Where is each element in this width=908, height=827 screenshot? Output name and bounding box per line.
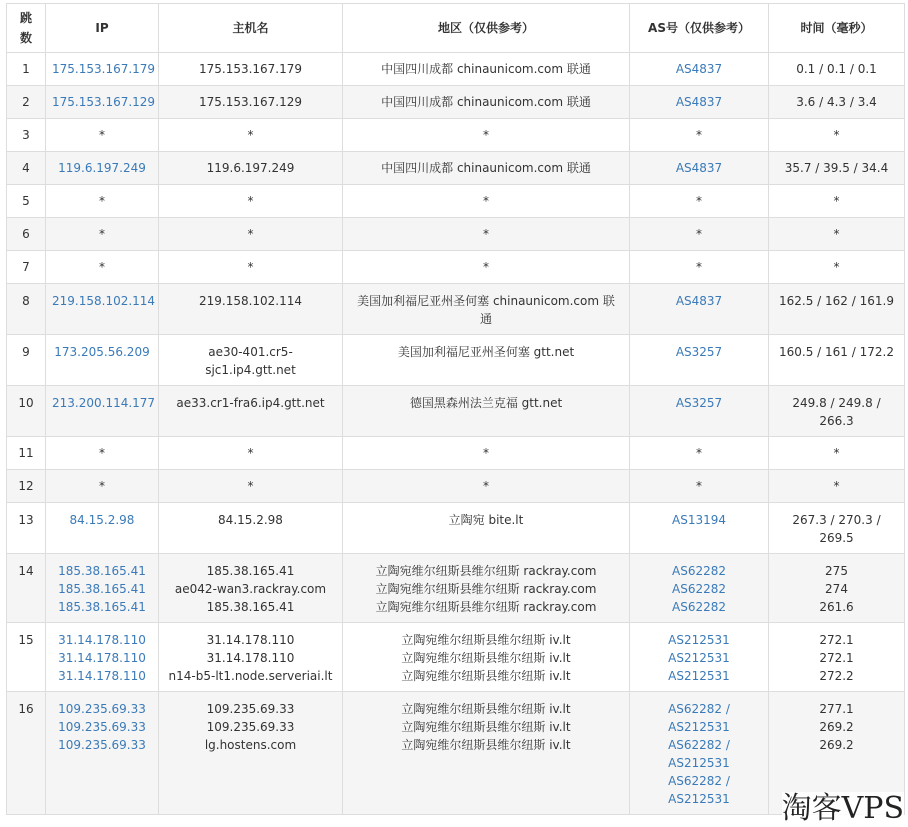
latency-cell xyxy=(769,470,905,503)
as-number-cell xyxy=(630,335,769,386)
as-number-cell xyxy=(630,53,769,86)
ip-address-cell xyxy=(46,218,159,251)
latency-text: 277.1 xyxy=(819,702,854,716)
latency-text: 275 xyxy=(825,564,848,578)
table-row xyxy=(7,53,905,86)
hostname-text: * xyxy=(247,260,254,274)
ip-address-cell xyxy=(46,554,159,623)
hostname-text: lg.hostens.com xyxy=(204,738,297,752)
hostname-text: 119.6.197.249 xyxy=(206,161,295,175)
hostname-cell xyxy=(159,554,343,623)
region-cell xyxy=(343,554,630,623)
ip-address-link[interactable]: 84.15.2.98 xyxy=(69,513,135,527)
as-number-link[interactable]: AS4837 xyxy=(675,161,723,175)
region-text: 立陶宛维尔纽斯县维尔纽斯 iv.lt xyxy=(401,633,571,647)
ip-address-text: * xyxy=(99,227,105,241)
latency-text: 0.1 / 0.1 / 0.1 xyxy=(796,62,877,76)
as-number-link[interactable]: AS4837 xyxy=(675,294,723,308)
hop-number: 3 xyxy=(7,119,46,152)
as-number-link[interactable]: AS212531 xyxy=(668,633,730,647)
hostname-text: 84.15.2.98 xyxy=(218,513,283,527)
header-ip: IP xyxy=(46,4,159,53)
latency-text: 249.8 / 249.8 / xyxy=(792,396,881,410)
table-row xyxy=(7,119,905,152)
hop-number: 10 xyxy=(7,386,46,437)
region-text: 立陶宛维尔纽斯县维尔纽斯 iv.lt xyxy=(401,651,571,665)
hostname-text: 219.158.102.114 xyxy=(198,294,303,308)
latency-text: * xyxy=(833,479,840,493)
region-cell xyxy=(343,692,630,815)
hop-number: 2 xyxy=(7,86,46,119)
latency-cell xyxy=(769,152,905,185)
region-cell xyxy=(343,386,630,437)
table-row xyxy=(7,470,905,503)
ip-address-cell xyxy=(46,503,159,554)
as-number-link[interactable]: AS62282 / xyxy=(668,738,730,752)
latency-text: 272.1 xyxy=(819,633,854,647)
as-number-link[interactable]: AS212531 xyxy=(668,756,730,770)
hostname-cell xyxy=(159,53,343,86)
as-number-link[interactable]: AS3257 xyxy=(675,345,723,359)
latency-text: 269.2 xyxy=(819,720,854,734)
hostname-text: * xyxy=(247,128,254,142)
region-cell xyxy=(343,284,630,335)
hostname-cell xyxy=(159,185,343,218)
region-cell xyxy=(343,623,630,692)
traceroute-table xyxy=(6,3,905,815)
hostname-text: * xyxy=(247,479,254,493)
ip-address-text: * xyxy=(99,194,105,208)
table-row xyxy=(7,185,905,218)
region-text: * xyxy=(483,260,489,274)
as-number-text: * xyxy=(696,128,702,142)
region-text: * xyxy=(483,479,489,493)
ip-address-link[interactable]: 175.153.167.129 xyxy=(52,95,156,109)
as-number-link[interactable]: AS212531 xyxy=(668,669,730,683)
table-row xyxy=(7,503,905,554)
region-text: * xyxy=(483,446,489,460)
ip-address-cell xyxy=(46,53,159,86)
as-number-link[interactable]: AS62282 xyxy=(672,582,726,596)
ip-address-text: * xyxy=(99,128,105,142)
latency-text: 3.6 / 4.3 / 3.4 xyxy=(796,95,877,109)
hostname-text: 185.38.165.41 xyxy=(206,600,295,614)
hop-number: 15 xyxy=(7,623,46,692)
header-time: 时间（毫秒） xyxy=(769,4,905,53)
ip-address-link[interactable]: 31.14.178.110 xyxy=(58,633,146,647)
region-text: 美国加利福尼亚州圣何塞 gtt.net xyxy=(397,345,575,359)
hostname-cell xyxy=(159,119,343,152)
as-number-link[interactable]: AS62282 / xyxy=(668,702,730,716)
region-cell xyxy=(343,251,630,284)
hostname-cell xyxy=(159,251,343,284)
table-header-row xyxy=(7,4,905,53)
ip-address-cell xyxy=(46,470,159,503)
as-number-text: * xyxy=(696,227,702,241)
hostname-text: sjc1.ip4.gtt.net xyxy=(205,363,296,377)
ip-address-link[interactable]: 31.14.178.110 xyxy=(58,651,146,665)
hop-number: 4 xyxy=(7,152,46,185)
hostname-cell xyxy=(159,152,343,185)
latency-text: 261.6 xyxy=(819,600,854,614)
hostname-text: 175.153.167.179 xyxy=(198,62,303,76)
header-hop: 跳数 xyxy=(7,4,46,53)
latency-cell xyxy=(769,437,905,470)
ip-address-cell xyxy=(46,119,159,152)
as-number-link[interactable]: AS4837 xyxy=(675,62,723,76)
as-number-text: * xyxy=(696,260,702,274)
region-text: 立陶宛 bite.lt xyxy=(448,513,524,527)
hostname-cell xyxy=(159,623,343,692)
ip-address-cell xyxy=(46,623,159,692)
ip-address-link[interactable]: 213.200.114.177 xyxy=(52,396,156,410)
as-number-link[interactable]: AS62282 xyxy=(672,564,726,578)
hostname-text: 109.235.69.33 xyxy=(206,702,295,716)
as-number-cell xyxy=(630,470,769,503)
region-text: 立陶宛维尔纽斯县维尔纽斯 iv.lt xyxy=(401,669,571,683)
watermark: 淘客VPS xyxy=(781,791,904,826)
hop-number: 16 xyxy=(7,692,46,815)
hostname-cell xyxy=(159,692,343,815)
region-text: 中国四川成都 chinaunicom.com 联通 xyxy=(381,161,591,175)
latency-cell xyxy=(769,86,905,119)
table-row xyxy=(7,437,905,470)
ip-address-cell xyxy=(46,692,159,815)
as-number-link[interactable]: AS3257 xyxy=(675,396,723,410)
ip-address-cell xyxy=(46,251,159,284)
table-row xyxy=(7,251,905,284)
ip-address-link[interactable]: 119.6.197.249 xyxy=(58,161,146,175)
latency-cell xyxy=(769,386,905,437)
latency-text: * xyxy=(833,446,840,460)
latency-cell xyxy=(769,623,905,692)
region-cell xyxy=(343,53,630,86)
region-text: 立陶宛维尔纽斯县维尔纽斯 rackray.com xyxy=(375,564,597,578)
hostname-cell xyxy=(159,335,343,386)
ip-address-link[interactable]: 185.38.165.41 xyxy=(58,582,146,596)
hop-number: 8 xyxy=(7,284,46,335)
hostname-text: * xyxy=(247,446,254,460)
ip-address-cell xyxy=(46,437,159,470)
hop-number: 12 xyxy=(7,470,46,503)
latency-text: 269.5 xyxy=(819,531,854,545)
region-text: * xyxy=(483,128,489,142)
as-number-cell xyxy=(630,692,769,815)
latency-text: 272.2 xyxy=(819,669,854,683)
region-cell xyxy=(343,185,630,218)
hostname-text: n14-b5-lt1.node.serveriai.lt xyxy=(168,669,333,683)
region-cell xyxy=(343,86,630,119)
as-number-link[interactable]: AS13194 xyxy=(672,513,726,527)
hop-number: 5 xyxy=(7,185,46,218)
table-row xyxy=(7,86,905,119)
ip-address-text: * xyxy=(99,479,105,493)
hostname-text: ae33.cr1-fra6.ip4.gtt.net xyxy=(176,396,325,410)
as-number-link[interactable]: AS4837 xyxy=(675,95,723,109)
region-cell xyxy=(343,470,630,503)
latency-text: 274 xyxy=(825,582,848,596)
latency-text: * xyxy=(833,128,840,142)
hostname-cell xyxy=(159,503,343,554)
table-row xyxy=(7,692,905,815)
latency-text: 267.3 / 270.3 / xyxy=(792,513,881,527)
as-number-cell xyxy=(630,86,769,119)
latency-text: 162.5 / 162 / 161.9 xyxy=(779,294,894,308)
ip-address-cell xyxy=(46,86,159,119)
latency-text: * xyxy=(833,194,840,208)
hostname-cell xyxy=(159,437,343,470)
ip-address-cell xyxy=(46,185,159,218)
hop-number: 6 xyxy=(7,218,46,251)
as-number-link[interactable]: AS62282 / xyxy=(668,774,730,788)
region-text: 中国四川成都 chinaunicom.com 联通 xyxy=(381,95,591,109)
hostname-text: ae30-401.cr5- xyxy=(208,345,293,359)
ip-address-cell xyxy=(46,335,159,386)
as-number-cell xyxy=(630,185,769,218)
hostname-text: 185.38.165.41 xyxy=(206,564,295,578)
hostname-text: 109.235.69.33 xyxy=(206,720,295,734)
region-text: 立陶宛维尔纽斯县维尔纽斯 iv.lt xyxy=(401,702,571,716)
as-number-cell xyxy=(630,218,769,251)
latency-text: 269.2 xyxy=(819,738,854,752)
header-as: AS号（仅供参考） xyxy=(630,4,769,53)
as-number-text: * xyxy=(696,446,702,460)
region-cell xyxy=(343,152,630,185)
hostname-cell xyxy=(159,218,343,251)
header-region: 地区（仅供参考） xyxy=(343,4,630,53)
hostname-text: 175.153.167.129 xyxy=(198,95,303,109)
as-number-cell xyxy=(630,251,769,284)
ip-address-cell xyxy=(46,284,159,335)
ip-address-link[interactable]: 175.153.167.179 xyxy=(52,62,156,76)
ip-address-link[interactable]: 109.235.69.33 xyxy=(58,738,146,752)
latency-cell xyxy=(769,503,905,554)
hop-number: 7 xyxy=(7,251,46,284)
latency-text: * xyxy=(833,227,840,241)
as-number-cell xyxy=(630,503,769,554)
hostname-text: ae042-wan3.rackray.com xyxy=(174,582,327,596)
as-number-cell xyxy=(630,437,769,470)
as-number-text: * xyxy=(696,194,702,208)
hop-number: 13 xyxy=(7,503,46,554)
ip-address-cell xyxy=(46,152,159,185)
latency-cell xyxy=(769,218,905,251)
region-text: 美国加利福尼亚州圣何塞 chinaunicom.com 联 xyxy=(357,294,615,308)
ip-address-text: * xyxy=(99,446,105,460)
table-row xyxy=(7,152,905,185)
ip-address-cell xyxy=(46,386,159,437)
ip-address-link[interactable]: 185.38.165.41 xyxy=(58,600,146,614)
latency-cell xyxy=(769,335,905,386)
hop-number: 14 xyxy=(7,554,46,623)
hop-number: 11 xyxy=(7,437,46,470)
table-row xyxy=(7,386,905,437)
hostname-cell xyxy=(159,86,343,119)
latency-text: 35.7 / 39.5 / 34.4 xyxy=(784,161,889,175)
table-row xyxy=(7,554,905,623)
as-number-link[interactable]: AS212531 xyxy=(668,651,730,665)
as-number-cell xyxy=(630,152,769,185)
hostname-text: 31.14.178.110 xyxy=(206,651,295,665)
as-number-cell xyxy=(630,623,769,692)
region-cell xyxy=(343,119,630,152)
latency-text: 266.3 xyxy=(819,414,854,428)
as-number-cell xyxy=(630,554,769,623)
hostname-cell xyxy=(159,470,343,503)
as-number-cell xyxy=(630,119,769,152)
hostname-text: * xyxy=(247,194,254,208)
latency-text: 160.5 / 161 / 172.2 xyxy=(779,345,894,359)
region-text: 中国四川成都 chinaunicom.com 联通 xyxy=(381,62,591,76)
region-text: 立陶宛维尔纽斯县维尔纽斯 iv.lt xyxy=(401,720,571,734)
region-text: 立陶宛维尔纽斯县维尔纽斯 rackray.com xyxy=(375,582,597,596)
region-cell xyxy=(343,335,630,386)
hop-number: 9 xyxy=(7,335,46,386)
latency-cell xyxy=(769,53,905,86)
header-hostname: 主机名 xyxy=(159,4,343,53)
region-text: * xyxy=(483,227,489,241)
region-text: 德国黑森州法兰克福 gtt.net xyxy=(409,396,563,410)
latency-cell xyxy=(769,119,905,152)
latency-cell xyxy=(769,185,905,218)
as-number-text: * xyxy=(696,479,702,493)
hostname-text: 31.14.178.110 xyxy=(206,633,295,647)
region-cell xyxy=(343,503,630,554)
ip-address-link[interactable]: 109.235.69.33 xyxy=(58,702,146,716)
latency-cell xyxy=(769,554,905,623)
as-number-link[interactable]: AS62282 xyxy=(672,600,726,614)
ip-address-link[interactable]: 109.235.69.33 xyxy=(58,720,146,734)
latency-text: * xyxy=(833,260,840,274)
ip-address-link[interactable]: 31.14.178.110 xyxy=(58,669,146,683)
ip-address-link[interactable]: 219.158.102.114 xyxy=(52,294,156,308)
latency-text: 272.1 xyxy=(819,651,854,665)
region-cell xyxy=(343,437,630,470)
latency-cell xyxy=(769,251,905,284)
ip-address-text: * xyxy=(99,260,105,274)
hostname-cell xyxy=(159,284,343,335)
table-row xyxy=(7,623,905,692)
table-row xyxy=(7,335,905,386)
hostname-text: * xyxy=(247,227,254,241)
region-text: 立陶宛维尔纽斯县维尔纽斯 iv.lt xyxy=(401,738,571,752)
latency-cell xyxy=(769,284,905,335)
as-number-link[interactable]: AS212531 xyxy=(668,720,730,734)
as-number-cell xyxy=(630,386,769,437)
as-number-link[interactable]: AS212531 xyxy=(668,792,730,806)
table-row xyxy=(7,284,905,335)
as-number-cell xyxy=(630,284,769,335)
region-text: 立陶宛维尔纽斯县维尔纽斯 rackray.com xyxy=(375,600,597,614)
ip-address-link[interactable]: 185.38.165.41 xyxy=(58,564,146,578)
table-body xyxy=(7,53,905,815)
region-text: * xyxy=(483,194,489,208)
ip-address-link[interactable]: 173.205.56.209 xyxy=(54,345,150,359)
hop-number: 1 xyxy=(7,53,46,86)
hostname-cell xyxy=(159,386,343,437)
region-cell xyxy=(343,218,630,251)
table-row xyxy=(7,218,905,251)
region-text: 通 xyxy=(479,312,492,326)
